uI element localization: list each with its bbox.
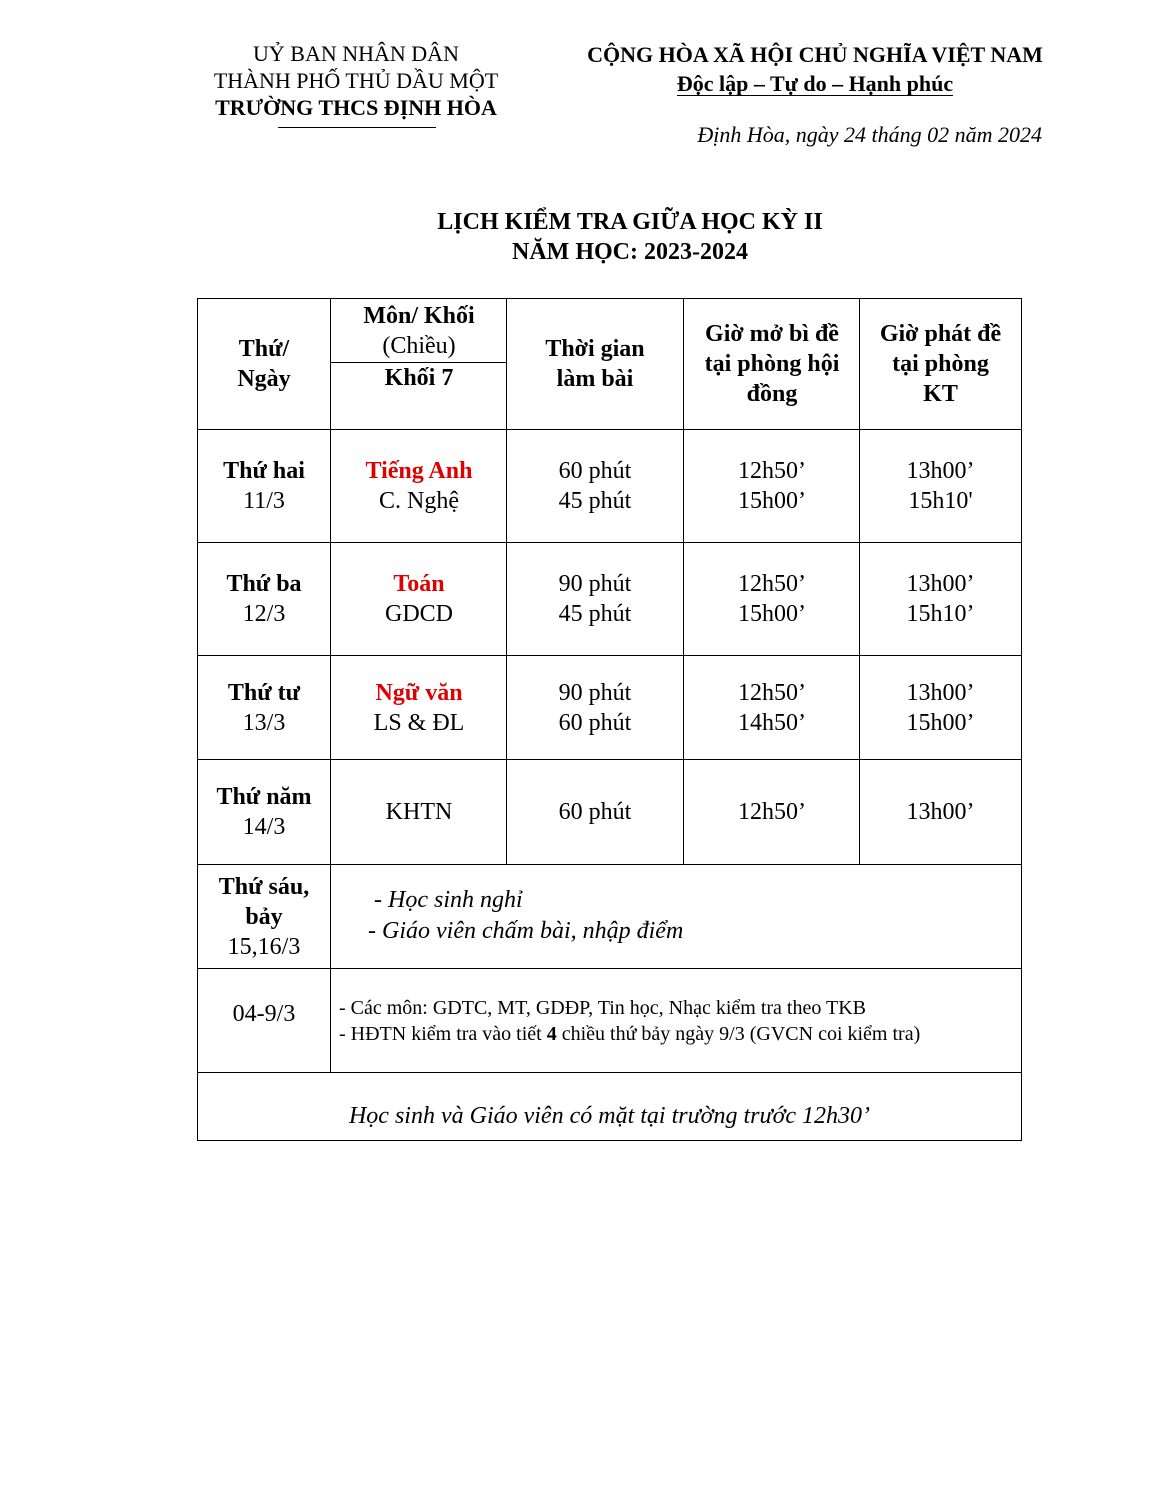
note-other-subjects: - Các môn: GDTC, MT, GDĐP, Tin học, Nhạc kiểm tra theo TKB bbox=[339, 997, 867, 1019]
exam-schedule-table bbox=[197, 298, 1022, 1141]
header-grade: Khối 7 bbox=[384, 365, 454, 391]
duration: 60 phút bbox=[558, 799, 632, 825]
subject-secondary: LS & ĐL bbox=[373, 709, 465, 736]
duration: 90 phút bbox=[558, 679, 632, 706]
note-hdtn bbox=[339, 1021, 1019, 1047]
table-row-day bbox=[198, 760, 330, 864]
day-date: 12/3 bbox=[242, 601, 286, 627]
header-hand-line2: tại phòng bbox=[892, 351, 989, 377]
table-row-durations bbox=[507, 543, 683, 655]
header-duration-line1: Thời gian bbox=[545, 336, 645, 362]
national-header bbox=[565, 40, 1065, 98]
subject-secondary: GDCD bbox=[384, 601, 453, 627]
open-time: 15h00’ bbox=[738, 488, 806, 514]
header-day-line1: Thứ/ bbox=[238, 336, 290, 362]
open-time: 12h50’ bbox=[738, 799, 806, 825]
open-time: 12h50’ bbox=[738, 571, 806, 597]
subject-primary: Ngữ văn bbox=[375, 679, 463, 706]
table-row-hand-times bbox=[860, 656, 1021, 759]
table-row-day bbox=[198, 865, 330, 968]
national-title: CỘNG HÒA XÃ HỘI CHỦ NGHĨA VIỆT NAM bbox=[587, 42, 1043, 67]
day-date: 15,16/3 bbox=[227, 933, 301, 960]
school-name-underline bbox=[278, 127, 436, 128]
note-hdtn-period: 4 bbox=[546, 1023, 557, 1045]
subject-primary: Toán bbox=[393, 571, 445, 597]
header-hand-line1: Giờ phát đề bbox=[879, 321, 1002, 347]
note-hdtn-pre: - HĐTN kiểm tra vào tiết bbox=[339, 1023, 547, 1045]
duration: 45 phút bbox=[558, 488, 632, 514]
header-open-line1: Giờ mở bì đề bbox=[705, 321, 839, 347]
day-name: Thứ hai bbox=[223, 458, 305, 484]
title-line1: LỊCH KIỂM TRA GIỮA HỌC KỲ II bbox=[437, 209, 823, 235]
note-students: - Học sinh nghỉ bbox=[374, 887, 523, 913]
table-row-durations bbox=[507, 760, 683, 864]
header-open-line3: đồng bbox=[746, 381, 798, 407]
day-name-cont: bảy bbox=[245, 903, 283, 930]
rest-day-notes bbox=[368, 885, 1008, 947]
title-line2: NĂM HỌC: 2023-2024 bbox=[512, 239, 748, 265]
day-date: 11/3 bbox=[243, 488, 285, 514]
table-row-open-times bbox=[684, 543, 860, 655]
document-date: Định Hòa, ngày 24 tháng 02 năm 2024 bbox=[697, 122, 1042, 147]
hand-time: 15h00’ bbox=[906, 709, 975, 736]
header-subject bbox=[331, 299, 507, 362]
header-open-line2: tại phòng hội bbox=[704, 351, 840, 377]
duration: 45 phút bbox=[558, 601, 632, 627]
table-row-durations bbox=[507, 656, 683, 759]
agency-line1: UỶ BAN NHÂN DÂN bbox=[253, 41, 459, 66]
table-row-open-times bbox=[684, 656, 860, 759]
agency-header bbox=[190, 40, 522, 121]
table-row-day bbox=[198, 543, 330, 655]
day-name: Thứ năm bbox=[216, 784, 312, 810]
header-duration-line2: làm bài bbox=[556, 366, 634, 392]
table-row-subjects bbox=[331, 656, 507, 759]
table-row-hand-times bbox=[860, 760, 1021, 864]
table-row-subjects bbox=[331, 543, 507, 655]
national-motto: Độc lập – Tự do – Hạnh phúc bbox=[676, 71, 954, 96]
open-time: 12h50’ bbox=[738, 458, 806, 484]
hand-time: 13h00’ bbox=[906, 458, 975, 484]
header-open-time bbox=[684, 299, 860, 429]
header-day bbox=[198, 299, 330, 429]
header-duration bbox=[507, 299, 683, 429]
header-subject-line2: (Chiều) bbox=[382, 332, 456, 359]
table-row-subjects bbox=[331, 760, 507, 864]
open-time: 15h00’ bbox=[738, 601, 806, 627]
table-row-day bbox=[198, 430, 330, 542]
day-date: 14/3 bbox=[242, 814, 286, 840]
day-name: Thứ sáu, bbox=[218, 873, 310, 900]
school-name: TRƯỜNG THCS ĐỊNH HÒA bbox=[215, 95, 497, 120]
subject-primary: KHTN bbox=[385, 799, 453, 825]
table-row-open-times bbox=[684, 430, 860, 542]
hand-time: 15h10' bbox=[908, 488, 973, 514]
day-name: Thứ ba bbox=[226, 571, 302, 597]
header-hand-line3: KT bbox=[923, 381, 958, 407]
day-name: Thứ tư bbox=[227, 679, 301, 706]
duration: 60 phút bbox=[558, 709, 632, 736]
table-row-durations bbox=[507, 430, 683, 542]
subject-secondary: C. Nghệ bbox=[379, 488, 459, 514]
note-hdtn-post: chiều thứ bảy ngày 9/3 (GVCN coi kiểm tra) bbox=[556, 1023, 921, 1045]
subject-primary: Tiếng Anh bbox=[365, 458, 473, 484]
hand-time: 13h00’ bbox=[906, 571, 975, 597]
header-subject-line1: Môn/ Khối bbox=[363, 302, 475, 329]
table-row-hand-times bbox=[860, 430, 1021, 542]
agency-line2: THÀNH PHỐ THỦ DẦU MỘT bbox=[213, 68, 499, 93]
row-divider bbox=[198, 968, 1021, 969]
open-time: 14h50’ bbox=[738, 709, 806, 736]
table-row-day bbox=[198, 656, 330, 759]
duration: 60 phút bbox=[558, 458, 632, 484]
table-row-subjects bbox=[331, 430, 507, 542]
note-teachers: - Giáo viên chấm bài, nhập điểm bbox=[368, 918, 684, 944]
header-day-line2: Ngày bbox=[237, 366, 291, 392]
other-date: 04-9/3 bbox=[232, 1001, 296, 1027]
duration: 90 phút bbox=[558, 571, 632, 597]
other-notes bbox=[339, 995, 1019, 1047]
table-footer-note: Học sinh và Giáo viên có mặt tại trường trước 12h30’ bbox=[348, 1102, 871, 1129]
open-time: 12h50’ bbox=[738, 679, 806, 706]
document-title bbox=[180, 207, 1080, 267]
hand-time: 13h00’ bbox=[906, 679, 975, 706]
header-handout-time bbox=[860, 299, 1021, 429]
hand-time: 15h10’ bbox=[906, 601, 975, 627]
hand-time: 13h00’ bbox=[906, 799, 975, 825]
table-row-open-times bbox=[684, 760, 860, 864]
day-date: 13/3 bbox=[242, 709, 286, 736]
table-row-hand-times bbox=[860, 543, 1021, 655]
